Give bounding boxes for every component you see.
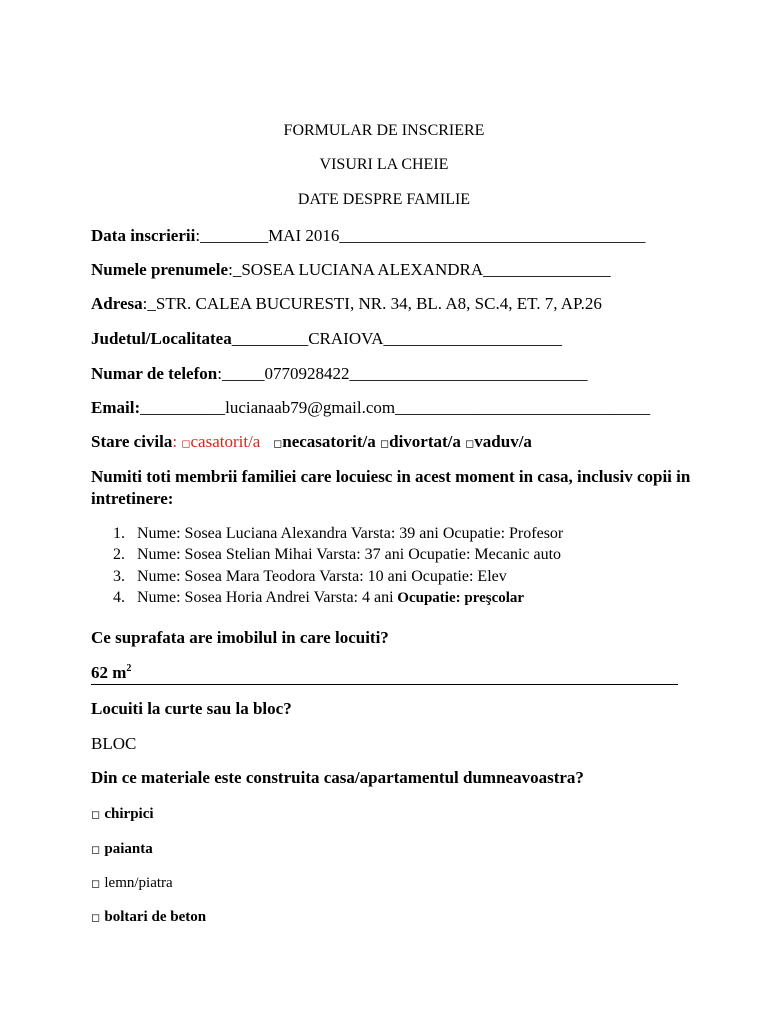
list-item xyxy=(113,566,563,587)
option-vaduv xyxy=(465,432,532,451)
checkbox-icon: ◻ xyxy=(91,808,101,821)
list-item xyxy=(113,587,563,609)
underline-divider xyxy=(91,684,678,685)
question-locuinta: Locuiti la curte sau la bloc? xyxy=(91,699,292,718)
item-text: Nume: Sosea Stelian Mihai Varsta: 37 ani Ocupatie: Mecanic auto xyxy=(137,546,562,564)
surface-value: 62 m xyxy=(91,663,127,682)
checkbox-icon: ◻ xyxy=(91,843,101,856)
list-item xyxy=(113,523,563,544)
material-option xyxy=(91,802,688,826)
field-label: Numar de telefon xyxy=(91,364,218,383)
family-members-list xyxy=(113,523,563,609)
checkbox-icon: ◻ xyxy=(465,437,475,450)
item-text: Nume: Sosea Luciana Alexandra Varsta: 39 ani Ocupatie: Profesor xyxy=(137,525,564,542)
surface-unit-exponent: 2 xyxy=(126,663,132,674)
option-label: paianta xyxy=(104,841,153,857)
item-text: Nume: Sosea Horia Andrei Varsta: 4 ani xyxy=(137,588,394,606)
field-label: Judetul/Localitatea xyxy=(91,329,232,348)
item-number: 4. xyxy=(113,588,125,606)
item-number: 3. xyxy=(113,567,125,585)
field-value: :________MAI 2016____________________________________ xyxy=(195,226,646,245)
field-stare-civila xyxy=(91,431,688,455)
checkbox-icon: ◻ xyxy=(91,911,101,924)
item-tail: Ocupatie: preşcolar xyxy=(393,589,525,606)
answer-locuinta: BLOC xyxy=(91,734,137,753)
checkbox-icon: ◻ xyxy=(379,437,390,450)
option-label: divortat/a xyxy=(389,432,461,451)
field-value: _________CRAIOVA_____________________ xyxy=(231,329,562,348)
answer-suprafata xyxy=(91,662,691,684)
item-number: 2. xyxy=(113,546,125,564)
field-telefon xyxy=(91,363,688,385)
option-necasatorit xyxy=(269,432,380,451)
option-label: casatorit/a xyxy=(190,432,261,451)
question-materiale: Din ce materiale este construita casa/apartamentul dumneavoastra? xyxy=(91,768,584,787)
field-judet xyxy=(91,328,688,350)
option-divortat xyxy=(380,432,465,451)
field-value: :_____0770928422____________________________ xyxy=(217,364,588,383)
material-option xyxy=(91,905,688,929)
form-subtitle: VISURI LA CHEIE xyxy=(319,156,449,173)
option-casatorit xyxy=(181,432,264,451)
field-value: __________lucianaab79@gmail.com______________________________ xyxy=(140,398,651,417)
field-value: :_SOSEA LUCIANA ALEXANDRA_______________ xyxy=(228,260,611,279)
option-label: lemn/piatra xyxy=(104,875,173,891)
option-label: vaduv/a xyxy=(474,432,532,451)
form-title: FORMULAR DE INSCRIERE xyxy=(283,122,485,139)
field-label: Stare civila xyxy=(91,432,173,451)
option-label: boltari de beton xyxy=(104,909,207,925)
material-option xyxy=(91,837,688,861)
field-label: Data inscrierii xyxy=(91,226,196,245)
field-email xyxy=(91,397,688,419)
question-suprafata: Ce suprafata are imobilul in care locuiti? xyxy=(91,628,389,647)
material-option xyxy=(91,871,688,895)
field-label: Numele prenumele xyxy=(91,260,229,279)
field-data-inscrierii xyxy=(91,225,688,247)
field-nume-prenume xyxy=(91,259,688,281)
checked-checkbox-icon: ◻ xyxy=(181,437,191,450)
option-label: necasatorit/a xyxy=(282,432,376,451)
field-adresa xyxy=(91,293,688,315)
item-number: 1. xyxy=(113,525,125,542)
field-label: Email: xyxy=(91,398,141,417)
question-membri: Numiti toti membrii familiei care locuiesc in acest moment in casa, inclusiv copii in intretinere: xyxy=(91,467,691,508)
field-value: :_STR. CALEA BUCURESTI, NR. 34, BL. A8, SC.4, ET. 7, AP.26 xyxy=(142,294,602,313)
field-separator: : xyxy=(172,432,178,451)
field-label: Adresa xyxy=(91,294,143,313)
option-label: chirpici xyxy=(104,806,154,822)
item-text: Nume: Sosea Mara Teodora Varsta: 10 ani Ocupatie: Elev xyxy=(137,567,507,585)
checkbox-icon: ◻ xyxy=(273,437,283,450)
list-item xyxy=(113,544,563,565)
section-title: DATE DESPRE FAMILIE xyxy=(297,191,471,208)
checkbox-icon: ◻ xyxy=(91,877,101,890)
